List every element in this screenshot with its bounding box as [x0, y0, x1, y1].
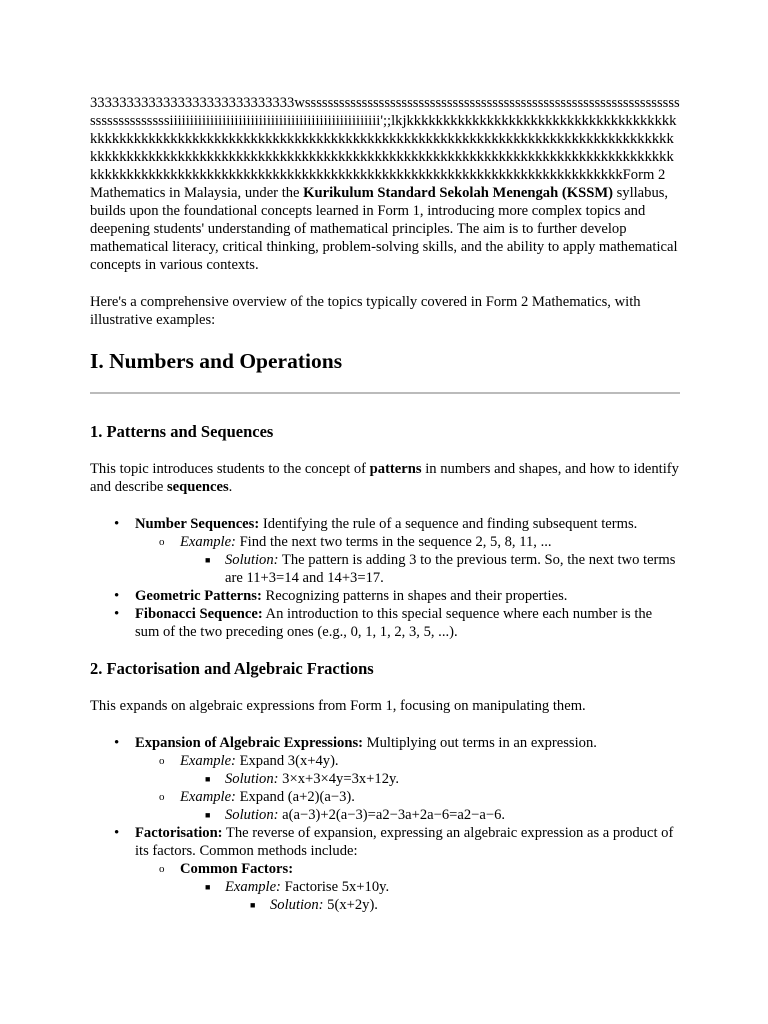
list-item: ■ Example: Factorise 5x+10y. ■ Solution: 5(x+2y).: [180, 878, 680, 914]
circle-bullet-icon: o: [159, 791, 165, 803]
topic-heading-patterns: 1. Patterns and Sequences: [90, 422, 274, 441]
topic-description-factorisation: This expands on algebraic expressions from Form 1, focusing on manipulating them.: [90, 698, 586, 714]
bullet-icon: •: [114, 606, 120, 622]
circle-bullet-icon: o: [159, 755, 165, 767]
section-divider: [90, 392, 680, 394]
square-bullet-icon: ■: [205, 555, 211, 565]
list-item: o Example: Find the next two terms in the sequence 2, 5, 8, 11, ... ■ Solution: The pattern is adding 3 to the previous term. So, the next two terms are 11+3=14 and 14+3=17.: [135, 533, 680, 587]
list-item: • Expansion of Algebraic Expressions: Multiplying out terms in an expression. o Example: Expand 3(x+4y). ■ Solution: 3×x+3×4y=3x+12y. o Example: Expand (a+2)(a−3). ■ Solution: a(a−3)+2(a−3)=a2−3a+2a−6=a2−a−6.: [90, 734, 680, 824]
list-item: o Common Factors: ■ Example: Factorise 5x+10y. ■ Solution: 5(x+2y).: [135, 860, 680, 914]
list-item: • Factorisation: The reverse of expansion, expressing an algebraic expression as a product of its factors. Common methods include: o Common Factors: ■ Example: Factorise 5x+10y. ■ Solution: 5(x+2y).: [90, 824, 680, 914]
list-item: ■ Solution: a(a−3)+2(a−3)=a2−3a+2a−6=a2−a−6.: [205, 807, 506, 823]
list-item: ■ Solution: 3×x+3×4y=3x+12y.: [205, 771, 399, 787]
square-bullet-icon: ■: [250, 900, 256, 910]
bullet-icon: •: [114, 588, 120, 604]
list-item: o Example: Expand 3(x+4y). ■ Solution: 3×x+3×4y=3x+12y.: [135, 752, 680, 788]
circle-bullet-icon: o: [159, 536, 165, 548]
patterns-list: [90, 515, 680, 641]
intro-paragraph: 3333333333333333333333333333wssssssssssssssssssssssssssssssssssssssssssssssssssssssssssssssssssssssssssssssssiiiiiiiiiiiiiiiiiiiiiiiiiiiiiiiiiiiiiiiiiiiiiiiiiiii';;lkjkkkkkkkkkkkkkkkkkkkkkkkkkkkkkkkkkkkkkkkkkkkkkkkkkkkkkkkkkkkkkkkkkkkkkkkkkkkkkkkkkkkkkkkkkkkkkkkkkkkkkkkkkkkkkkkkkkkkkkkkkkkkkkkkkkkkkkkkkkkkkkkkkkkkkkkkkkkkkkkkkkkkkkkkkkkkkkkkkkkkkkkkkkkkkkkkkkkkkkkkkkkkkkkkkkkkkkkkkkkkkkkkkkkkkkkkkkkkkkkkkkkkkkkkkkkkkkkkkkkkkkkkkkkkkkForm 2 Mathematics in Malaysia, under the Kurikulum Standard Sekolah Menengah (KSSM) syllabus, builds upon the foundational concepts learned in Form 1, introducing more complex topics and deepening students' understanding of mathematical principles. The aim is to further develop mathematical literacy, critical thinking, problem-solving skills, and the ability to apply mathematical concepts in various contexts.: [90, 95, 680, 273]
list-item: • Geometric Patterns: Recognizing patterns in shapes and their properties.: [114, 588, 568, 604]
document-page: [90, 94, 680, 932]
factorisation-list: [90, 734, 680, 914]
bullet-icon: •: [114, 735, 120, 751]
section-heading: I. Numbers and Operations: [90, 349, 343, 373]
list-item: • Fibonacci Sequence: An introduction to this special sequence where each number is the sum of the two preceding ones (e.g., 0, 1, 1, 2, 3, 5, ...).: [114, 606, 653, 640]
list-item: • Number Sequences: Identifying the rule of a sequence and finding subsequent terms. o Example: Find the next two terms in the sequence 2, 5, 8, 11, ... ■ Solution: The pattern is adding 3 to the previous term. So, the next two terms are 11+3=14 and 14+3=17.: [90, 515, 680, 587]
topic-heading-factorisation: 2. Factorisation and Algebraic Fractions: [90, 659, 374, 678]
square-bullet-icon: ■: [205, 810, 211, 820]
overview-paragraph: Here's a comprehensive overview of the topics typically covered in Form 2 Mathematics, with illustrative examples:: [90, 294, 641, 328]
bullet-icon: •: [114, 516, 120, 532]
topic-description-patterns: This topic introduces students to the concept of patterns in numbers and shapes, and how to identify and describe sequences.: [90, 461, 679, 495]
list-item: ■ Solution: The pattern is adding 3 to the previous term. So, the next two terms are 11+3=14 and 14+3=17.: [205, 552, 676, 586]
bullet-icon: •: [114, 825, 120, 841]
square-bullet-icon: ■: [205, 882, 211, 892]
square-bullet-icon: ■: [205, 774, 211, 784]
list-item: o Example: Expand (a+2)(a−3). ■ Solution: a(a−3)+2(a−3)=a2−3a+2a−6=a2−a−6.: [135, 788, 680, 824]
list-item: ■ Solution: 5(x+2y).: [250, 897, 378, 913]
circle-bullet-icon: o: [159, 863, 165, 875]
garbled-text: 3333333333333333333333333333wssssssssssssssssssssssssssssssssssssssssssssssssssssssssssssssssssssssssssssssssiiiiiiiiiiiiiiiiiiiiiiiiiiiiiiiiiiiiiiiiiiiiiiiiiiii';;lkjkkkkkkkkkkkkkkkkkkkkkkkkkkkkkkkkkkkkkkkkkkkkkkkkkkkkkkkkkkkkkkkkkkkkkkkkkkkkkkkkkkkkkkkkkkkkkkkkkkkkkkkkkkkkkkkkkkkkkkkkkkkkkkkkkkkkkkkkkkkkkkkkkkkkkkkkkkkkkkkkkkkkkkkkkkkkkkkkkkkkkkkkkkkkkkkkkkkkkkkkkkkkkkkkkkkkkkkkkkkkkkkkkkkkkkkkkkkkkkkkkkkkkkkkkkkkkkkkkkkkkkkkkkkkkk: [90, 95, 680, 183]
